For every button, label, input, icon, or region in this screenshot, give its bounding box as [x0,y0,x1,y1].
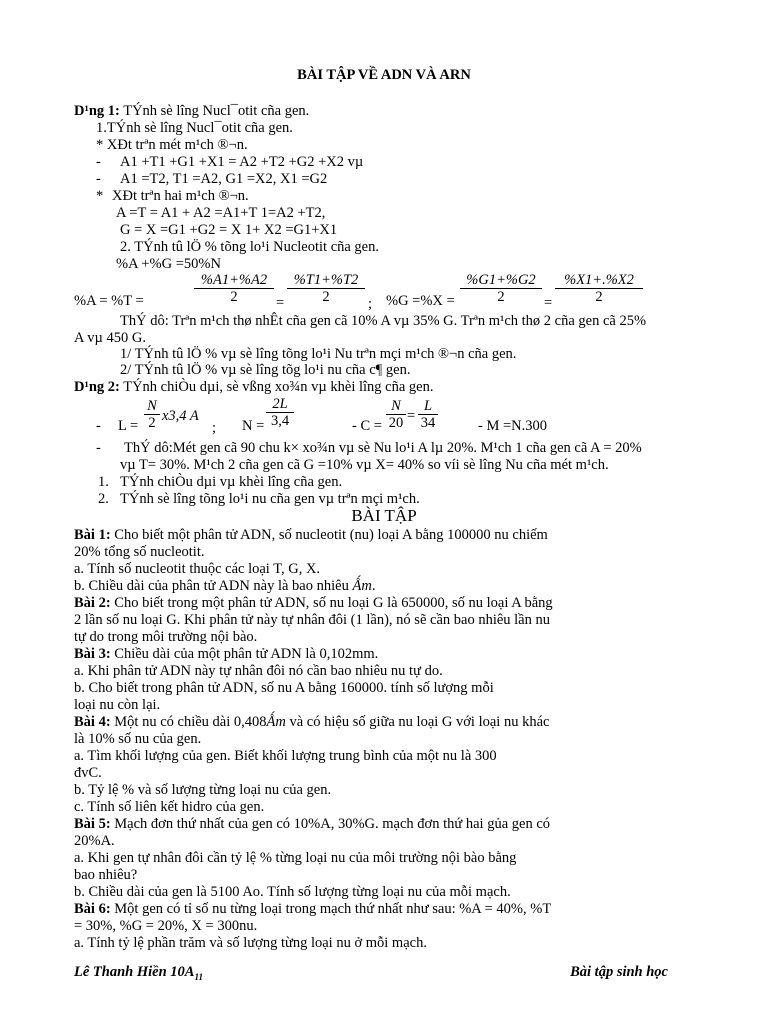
dang1-line: %A +%G =50%N [116,256,221,272]
exercise-3: Bài 3: Chiều dài của một phân tử ADN là 0,102mm. [74,646,379,662]
exercise-line: tự do trong môi trường nội bào. [74,629,258,645]
exercise-line: đvC. [74,765,102,781]
exercise-line: b. Cho biết trong phân tử ADN, số nu A bằng 160000. tính số lượng mỗi [74,680,494,696]
footer-author: Lê Thanh Hiền $10A_{11}$ [74,964,203,982]
exercise-line: là 10% số nu của gen. [74,731,202,747]
fraction-g: $\frac{\%G1+\%G2}{2}$ [460,272,542,305]
exercise-line: b. Tỷ lệ % và số lượng từng loại nu của gen. [74,782,332,798]
dang1-line: A =T = A1 + A2 =A1+T 1=A2 +T2, [116,205,326,221]
example-text: A vµ 450 G. [74,330,146,346]
section-heading: BÀI TẬP [351,506,417,525]
exercise-line: b. Chiều dài của phân tử ADN này là bao nhiêu Ǻm. [74,578,376,594]
exercise-line: a. Tính tỷ lệ phần trăm và số lượng từng loại nu ở mỗi mạch. [74,935,427,951]
bullet-dash: - [96,440,101,456]
bullet-dash: - [96,171,101,187]
exercise-line: loại nu còn lại. [74,697,161,713]
exercise-line: = 30%, %G = 20%, X = 300nu. [74,918,258,934]
fraction-2l: $\frac{2L}{3,4}$ [266,396,294,429]
equals-sign: = [407,408,416,424]
fraction-a: $\frac{\%A1+\%A2}{2}$ [194,272,274,305]
fraction-n-2: $\frac{N}{2}$ [144,398,160,431]
question-text: TÝnh sè lîng tõng lo¹i nu cña gen vµ trªn mçi m¹ch. [120,491,420,507]
length-formula: x3,4 A [162,408,199,424]
exercise-5: Bài 5: Mạch đơn thứ nhất của gen có 10%A, 30%G. mạch đơn thứ hai gủa gen có [74,816,551,832]
dang1-line: G = X =G1 +G2 = X 1+ X2 =G1+X1 [120,222,338,238]
dang1-line: 2. TÝnh tû lÖ % tõng lo¹i Nucleotit cña gen. [120,239,379,255]
fraction-t: $\frac{\%T1+\%T2}{2}$ [287,272,365,305]
exercise-line: 20% tổng số nucleotit. [74,544,205,560]
bullet-star: * [96,188,104,204]
dang1-line: * XÐt trªn mét m¹ch ®¬n. [96,137,248,153]
length-label: L = [118,418,139,434]
dang1-line: XÐt trªn hai m¹ch ®¬n. [112,188,249,204]
n-label: N = [242,418,265,434]
fraction-x: $\frac{\%X1+.\%X2}{2}$ [555,272,643,305]
example-text: vµ T= 30%. M¹ch 2 cña gen cã G =10% vµ X= 40% so víi sè lîng Nu cña mét m¹ch. [120,457,609,473]
c-label: - C = [352,418,382,434]
exercise-4: Bài 4: Một nu có chiều dài 0,408Ǻm và có hiệu số giữa nu loại G với loại nu khác [74,714,550,730]
equals-sign: = [544,295,553,311]
formula-gx-label: %G =%X = [386,293,455,309]
question-text: 1/ TÝnh tû lÖ % vµ sè lîng tõng lo¹i Nu trªn mçi m¹ch ®¬n cña gen. [120,346,517,362]
formula-at-label: %A = %T = [74,293,144,309]
separator: ; [368,296,373,312]
dang1-heading: D¹ng 1: TÝnh sè lîng Nucl¯otit cña gen. [74,103,310,119]
fraction-n-20: $\frac{N}{20}$ [386,398,406,431]
dang1-line: 1.TÝnh sè lîng Nucl¯otit cña gen. [96,120,293,136]
mass-formula: - M =N.300 [478,418,547,434]
bullet-dash: - [96,418,101,434]
example-text: ThÝ dô: Trªn m¹ch thø nhÊt cña gen cã 10% A vµ 35% G. Trªn m¹ch thø 2 cña gen cã 25% [120,313,647,329]
exercise-line: a. Khi gen tự nhân đôi cần tỷ lệ % từng loại nu của môi trường nội bào bằng [74,850,517,866]
exercise-1: Bài 1: Cho biết một phân tử ADN, số nucleotit (nu) loại A bằng 100000 nu chiếm [74,527,548,543]
exercise-line: b. Chiều dài của gen là 5100 Ao. Tính số lượng từng loại nu của mỗi mạch. [74,884,511,900]
list-number: 2. [98,491,109,507]
question-text: 2/ TÝnh tû lÖ % vµ sè lîng tõg lo¹i nu cña c¶ gen. [120,362,411,378]
exercise-6: Bài 6: Một gen có tỉ số nu từng loại trong mạch thứ nhất như sau: %A = 40%, %T [74,901,552,917]
exercise-line: 20%A. [74,833,115,849]
separator: ; [212,420,217,436]
fraction-l-34: $\frac{L}{34}$ [418,398,438,431]
exercise-line: bao nhiêu? [74,867,138,883]
exercise-line: c. Tính số liên kết hidro của gen. [74,799,265,815]
exercise-line: a. Khi phân tử ADN này tự nhân đôi nó cần bao nhiêu nu tự do. [74,663,443,679]
example-text: ThÝ dô:Mét gen cã 90 chu k× xo¾n vµ sè Nu lo¹i A lµ 20%. M¹ch 1 cña gen cã A = 20% [124,440,642,456]
list-number: 1. [98,474,109,490]
dang2-heading: D¹ng 2: TÝnh chiÒu dµi, sè vßng xo¾n vµ khèi lîng cña gen. [74,379,434,395]
question-text: TÝnh chiÒu dµi vµ khèi lîng cña gen. [120,474,343,490]
exercise-line: a. Tính số nucleotit thuộc các loại T, G, X. [74,561,321,577]
exercise-line: 2 lần số nu loại G. Khi phân tử này tự nhân đôi (1 lần), nó sẽ cần bao nhiêu lần nu [74,612,550,628]
page-title: BÀI TẬP VỀ ADN VÀ ARN [297,67,471,83]
dang1-line: A1 =T2, T1 =A2, G1 =X2, X1 =G2 [120,171,328,187]
footer-subject: Bài tập sinh học [570,964,668,980]
bullet-dash: - [96,154,101,170]
dang1-line: A1 +T1 +G1 +X1 = A2 +T2 +G2 +X2 vµ [120,154,364,170]
exercise-2: Bài 2: Cho biết trong một phân tử ADN, số nu loại G là 650000, số nu loại A bằng [74,595,553,611]
equals-sign: = [276,295,285,311]
exercise-line: a. Tìm khối lượng của gen. Biết khối lượng trung bình của một nu là 300 [74,748,497,764]
